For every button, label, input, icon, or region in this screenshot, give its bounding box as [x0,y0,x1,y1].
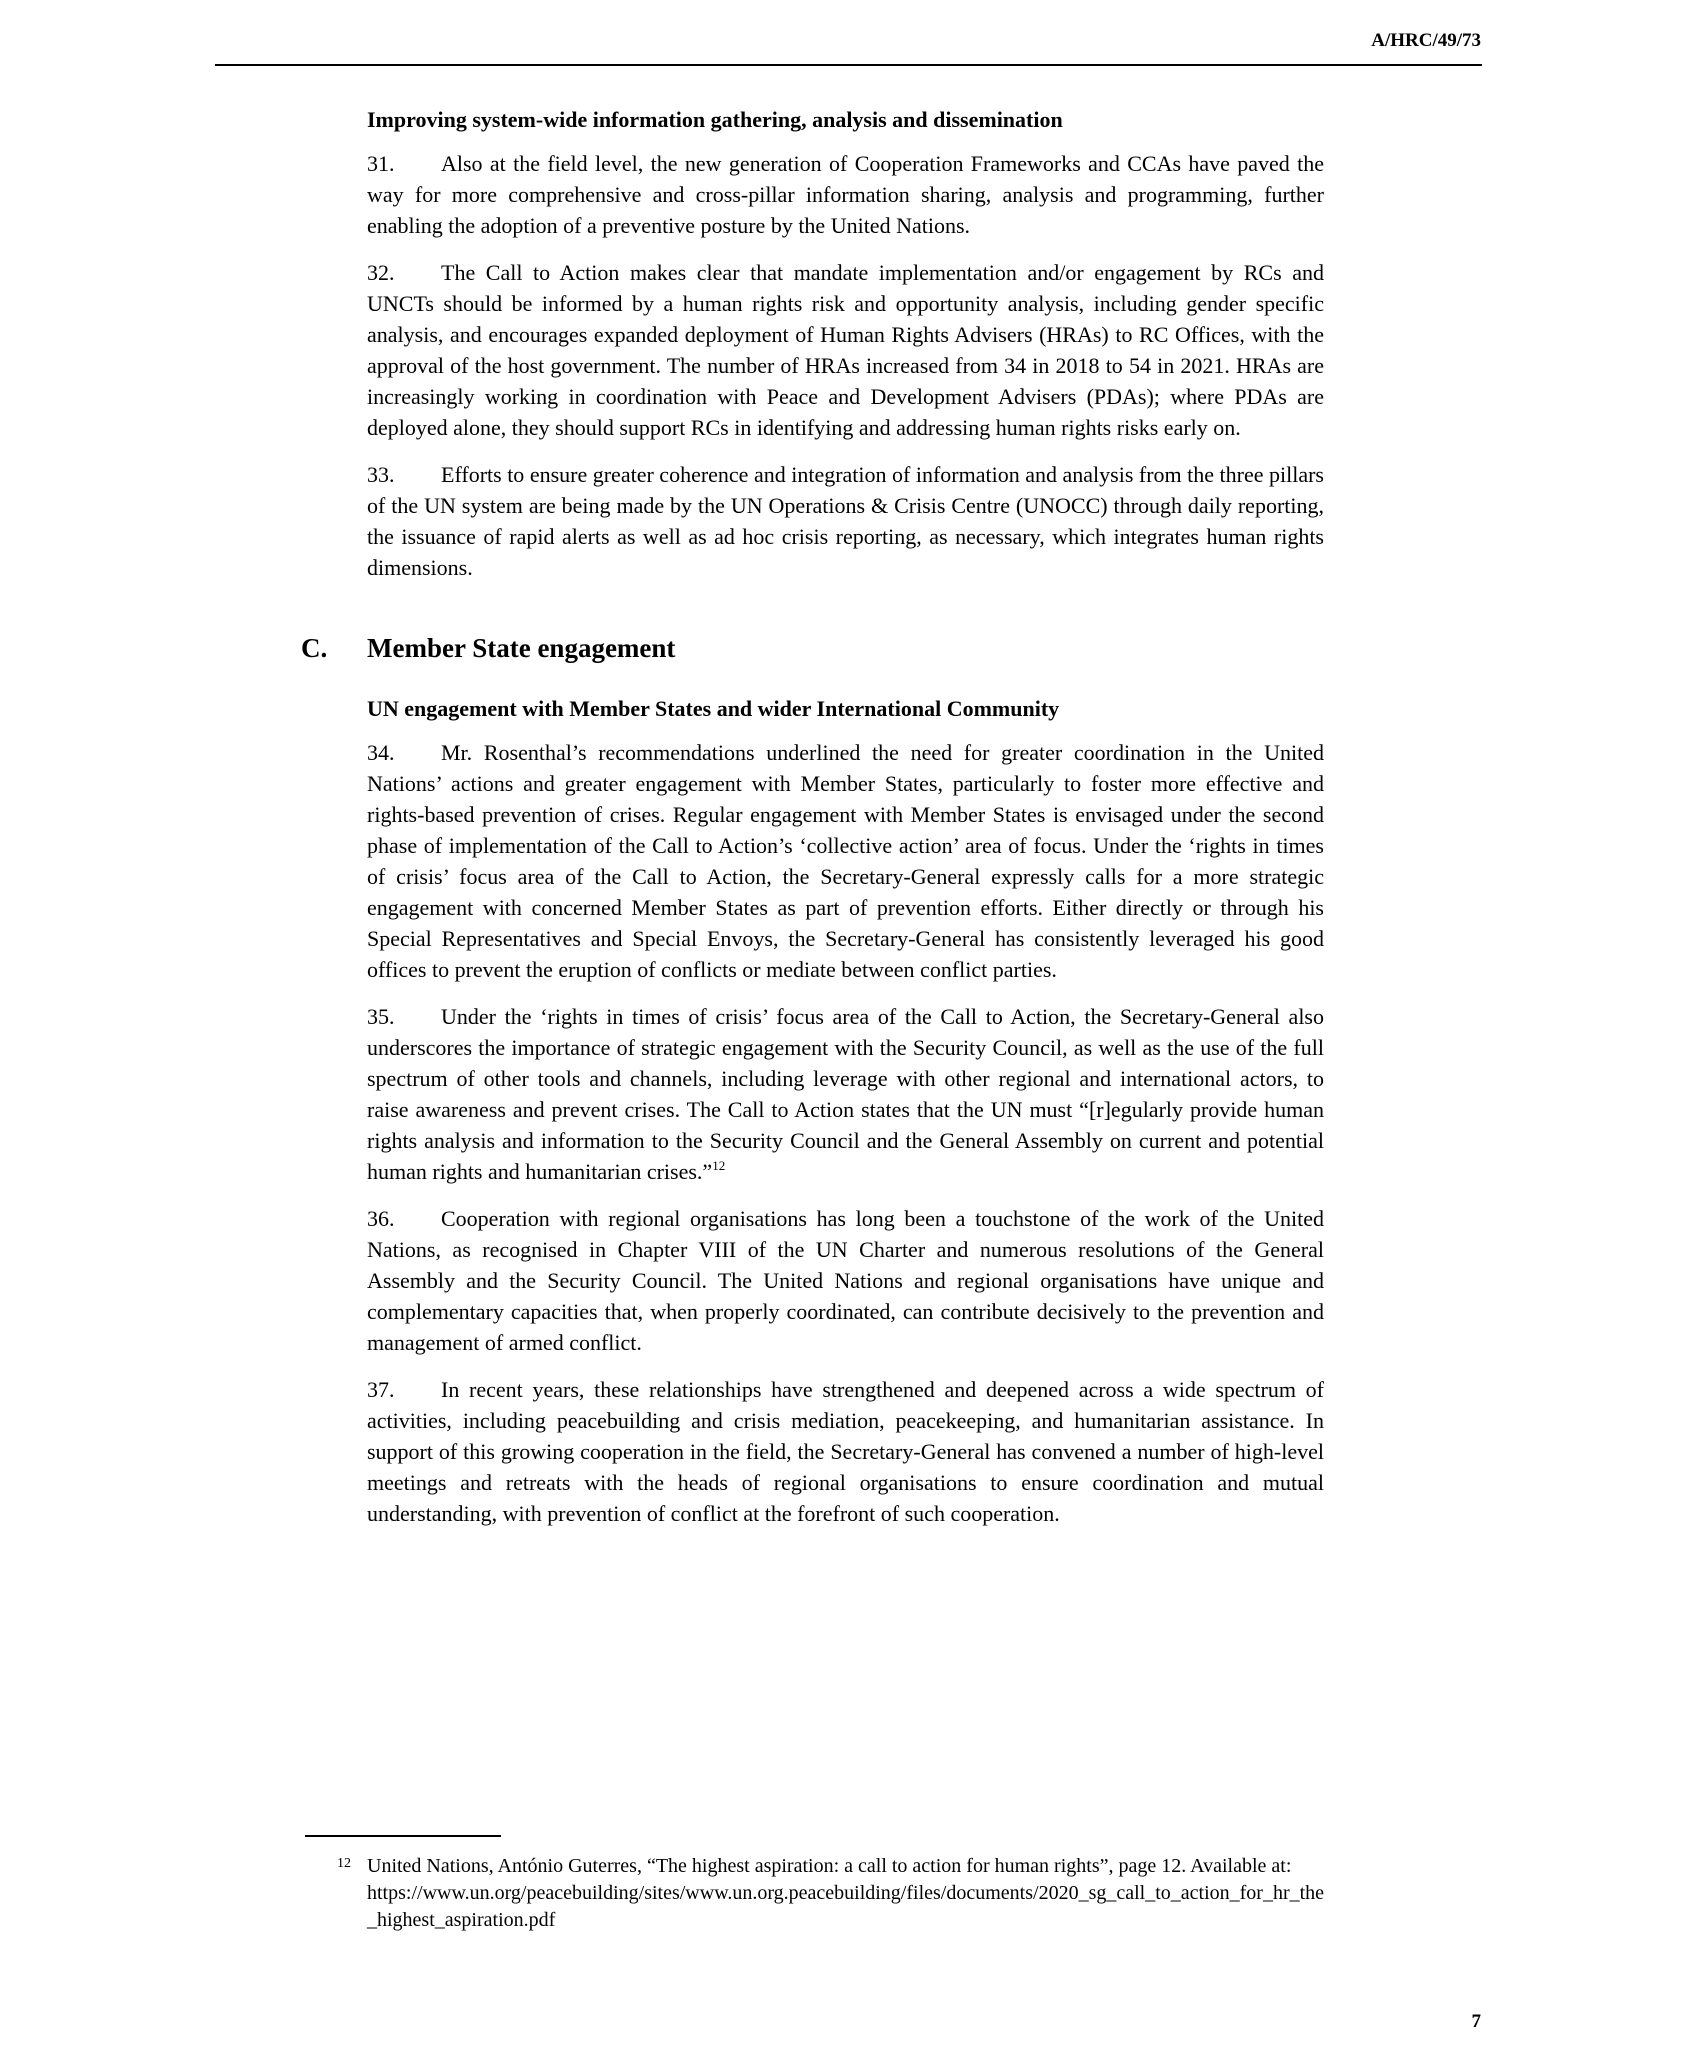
paragraph-31 [367,148,1324,241]
footnote-text: United Nations, António Guterres, “The highest aspiration: a call to action for human rights”, page 12. Available at: [367,1855,1292,1877]
footnote-12 [337,1853,1332,1934]
paragraph-34 [367,737,1324,985]
paragraph-text: Cooperation with regional organisations has long been a touchstone of the work of the United Nations, as recognised in Chapter VIII of the UN Charter and numerous resolutions of the General Assembly and the Security Council. The United Nations and regional organisations have unique and complementary capacities that, when properly coordinated, can contribute decisively to the prevention and management of armed conflict. [367,1206,1324,1355]
paragraph-text: Also at the field level, the new generation of Cooperation Frameworks and CCAs have paved the way for more comprehensive and cross-pillar information sharing, analysis and programming, further enabling the adoption of a preventive posture by the United Nations. [367,151,1324,238]
section-letter: C. [301,633,328,663]
engagement-heading: UN engagement with Member States and wider International Community [367,696,1060,721]
footnote-url-link[interactable]: https://www.un.org/peacebuilding/sites/www.un.org.peacebuilding/files/documents/2020_sg_call_to_action_for_hr_the_highest_aspiration.pdf [367,1882,1325,1931]
paragraph-number: 35. [367,1004,395,1029]
paragraph-text: Mr. Rosenthal’s recommendations underlined the need for greater coordination in the United Nations’ actions and greater engagement with Member States, particularly to foster more effective and rights-based prevention of crises. Regular engagement with Member States is envisaged under the second phase of implementation of the Call to Action’s ‘collective action’ area of focus. Under the ‘rights in times of crisis’ focus area of the Call to Action, the Secretary-General expressly calls for a more strategic engagement with concerned Member States as part of prevention efforts. Either directly or through his Special Representatives and Special Envoys, the Secretary-General has consistently leveraged his good offices to prevent the eruption of conflicts or mediate between conflict parties. [367,740,1324,982]
paragraph-number: 31. [367,151,395,176]
paragraph-37 [367,1374,1324,1529]
paragraph-text: Under the ‘rights in times of crisis’ focus area of the Call to Action, the Secretary-General also underscores the importance of strategic engagement with the Security Council, as well as the use of the full spectrum of other tools and channels, including leverage with other regional and international actors, to raise awareness and prevent crises. The Call to Action states that the UN must “[r]egularly provide human rights analysis and information to the Security Council and the General Assembly on current and potential human rights and humanitarian crises.” [367,1004,1324,1184]
footnote-mark: 12 [337,1856,351,1871]
paragraph-text: Efforts to ensure greater coherence and integration of information and analysis from the three pillars of the UN system are being made by the UN Operations & Crisis Centre (UNOCC) through daily reporting, the issuance of rapid alerts as well as ad hoc crisis reporting, as necessary, which integrates human rights dimensions. [367,462,1324,580]
paragraph-number: 32. [367,260,395,285]
footnote-separator [305,1835,501,1837]
section-title: Member State engagement [367,633,676,663]
page-number: 7 [1471,2011,1481,2032]
paragraph-32 [367,257,1324,443]
paragraph-text: The Call to Action makes clear that mandate implementation and/or engagement by RCs and UNCTs should be informed by a human rights risk and opportunity analysis, including gender specific analysis, and encourages expanded deployment of Human Rights Advisers (HRAs) to RC Offices, with the approval of the host government. The number of HRAs increased from 34 in 2018 to 54 in 2021. HRAs are increasingly working in coordination with Peace and Development Advisers (PDAs); where PDAs are deployed alone, they should support RCs in identifying and addressing human rights risks early on. [367,260,1324,440]
main-content [301,104,1324,1545]
paragraph-36 [367,1203,1324,1358]
paragraph-number: 37. [367,1377,395,1402]
document-symbol: A/HRC/49/73 [1371,30,1481,51]
info-gathering-heading: Improving system-wide information gathering, analysis and dissemination [367,107,1063,132]
paragraph-number: 36. [367,1206,395,1231]
paragraph-number: 33. [367,462,395,487]
header-rule [215,64,1482,66]
section-heading-c [301,631,1324,665]
paragraph-35 [367,1001,1324,1187]
paragraph-33 [367,459,1324,583]
paragraph-text: In recent years, these relationships have strengthened and deepened across a wide spectrum of activities, including peacebuilding and crisis mediation, peacekeeping, and humanitarian assistance. In support of this growing cooperation in the field, the Secretary-General has convened a number of high-level meetings and retreats with the heads of regional organisations to ensure coordination and mutual understanding, with prevention of conflict at the forefront of such cooperation. [367,1377,1324,1526]
paragraph-number: 34. [367,740,395,765]
footnote-reference[interactable]: 12 [712,1158,726,1173]
